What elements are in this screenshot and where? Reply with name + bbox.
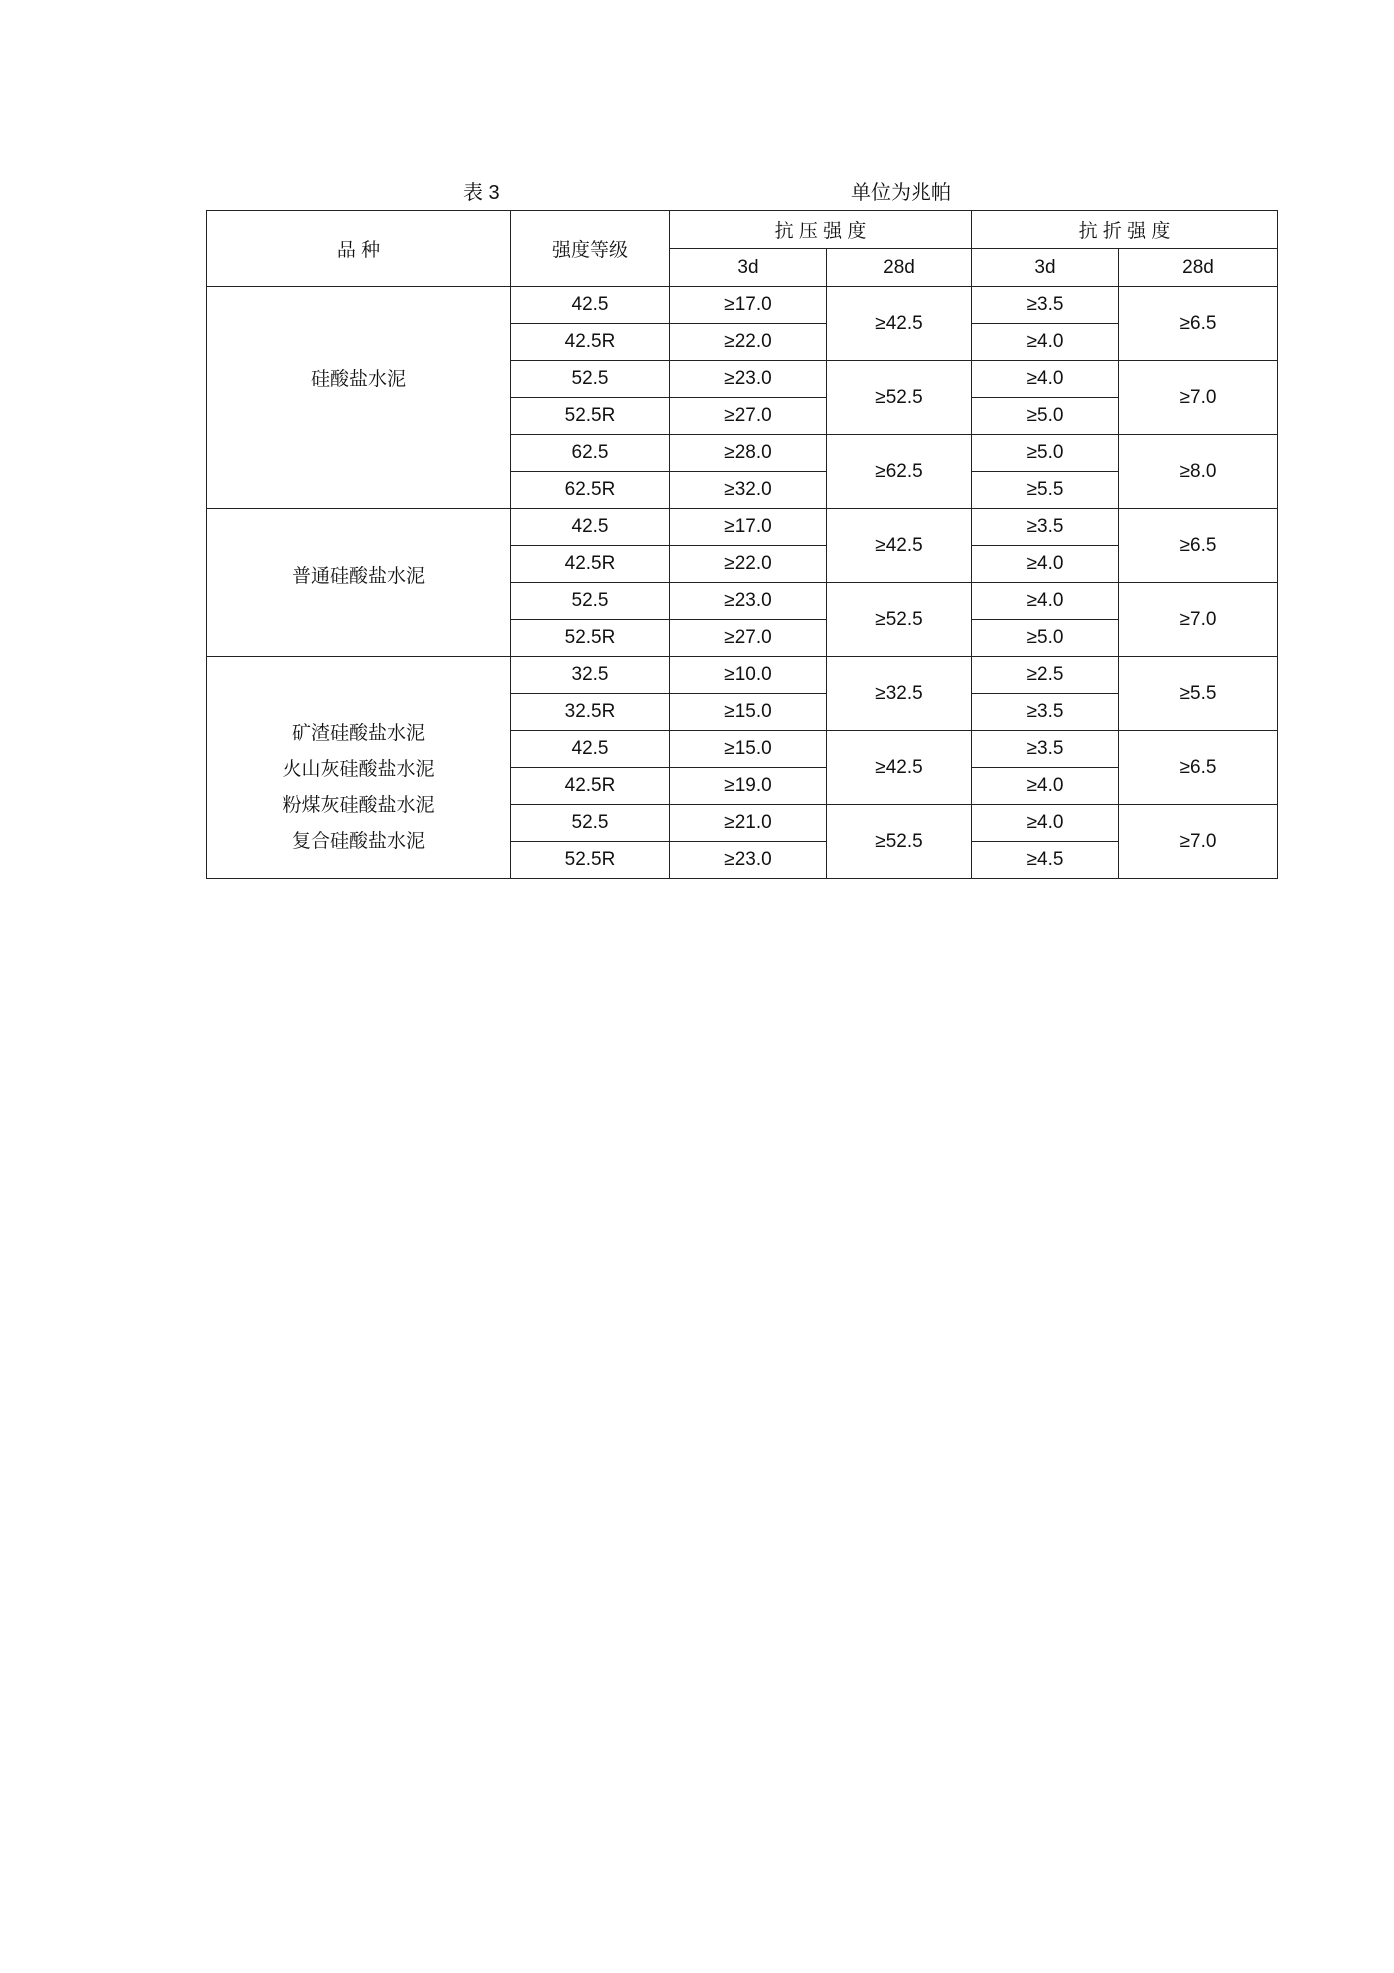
compressive-3d-cell: ≥23.0 <box>670 842 827 879</box>
flexural-3d-cell: ≥5.0 <box>972 620 1119 657</box>
header-row <box>207 211 1278 249</box>
flexural-3d-cell: ≥2.5 <box>972 657 1119 694</box>
flexural-28d-cell: ≥5.5 <box>1119 657 1278 731</box>
compressive-28d-cell: ≥52.5 <box>827 805 972 879</box>
flexural-28d-cell: ≥7.0 <box>1119 361 1278 435</box>
table-row <box>207 287 1278 324</box>
compressive-3d-cell: ≥21.0 <box>670 805 827 842</box>
compressive-3d-cell: ≥17.0 <box>670 287 827 324</box>
compressive-28d-cell: ≥52.5 <box>827 361 972 435</box>
flexural-3d-cell: ≥5.0 <box>972 435 1119 472</box>
flexural-3d-cell: ≥3.5 <box>972 509 1119 546</box>
variety-cell <box>207 657 511 879</box>
grade-cell: 32.5R <box>511 694 670 731</box>
compressive-3d-cell: ≥27.0 <box>670 620 827 657</box>
flexural-28d-cell: ≥7.0 <box>1119 583 1278 657</box>
grade-cell: 52.5 <box>511 583 670 620</box>
header-compressive-28d: 28d <box>827 249 972 287</box>
flexural-28d-cell: ≥6.5 <box>1119 509 1278 583</box>
compressive-28d-cell: ≥62.5 <box>827 435 972 509</box>
header-grade: 强度等级 <box>511 211 670 287</box>
compressive-3d-cell: ≥27.0 <box>670 398 827 435</box>
variety-name: 粉煤灰硅酸盐水泥 <box>282 794 435 816</box>
variety-name: 硅酸盐水泥 <box>310 368 406 390</box>
flexural-3d-cell: ≥4.0 <box>972 546 1119 583</box>
flexural-3d-cell: ≥4.0 <box>972 805 1119 842</box>
table-caption <box>206 174 1276 210</box>
compressive-3d-cell: ≥28.0 <box>670 435 827 472</box>
header-compressive: 抗 压 强 度 <box>670 211 972 249</box>
flexural-28d-cell: ≥7.0 <box>1119 805 1278 879</box>
flexural-3d-cell: ≥3.5 <box>972 287 1119 324</box>
variety-name: 普通硅酸盐水泥 <box>291 565 425 587</box>
grade-cell: 42.5 <box>511 509 670 546</box>
table-row <box>207 657 1278 694</box>
flexural-3d-cell: ≥5.0 <box>972 398 1119 435</box>
compressive-3d-cell: ≥17.0 <box>670 509 827 546</box>
flexural-3d-cell: ≥4.0 <box>972 768 1119 805</box>
variety-name: 矿渣硅酸盐水泥 <box>291 722 425 744</box>
grade-cell: 42.5R <box>511 768 670 805</box>
unit-note: 单位为兆帕 <box>851 182 951 204</box>
header-variety: 品 种 <box>207 211 511 287</box>
flexural-3d-cell: ≥4.5 <box>972 842 1119 879</box>
variety-cell <box>207 509 511 657</box>
grade-cell: 42.5 <box>511 287 670 324</box>
flexural-3d-cell: ≥5.5 <box>972 472 1119 509</box>
grade-cell: 62.5R <box>511 472 670 509</box>
flexural-28d-cell: ≥8.0 <box>1119 435 1278 509</box>
grade-cell: 52.5R <box>511 398 670 435</box>
compressive-3d-cell: ≥22.0 <box>670 546 827 583</box>
compressive-28d-cell: ≥42.5 <box>827 731 972 805</box>
grade-cell: 52.5 <box>511 805 670 842</box>
compressive-28d-cell: ≥32.5 <box>827 657 972 731</box>
compressive-28d-cell: ≥42.5 <box>827 287 972 361</box>
grade-cell: 52.5R <box>511 620 670 657</box>
grade-cell: 52.5R <box>511 842 670 879</box>
flexural-3d-cell: ≥4.0 <box>972 324 1119 361</box>
compressive-3d-cell: ≥19.0 <box>670 768 827 805</box>
flexural-3d-cell: ≥3.5 <box>972 694 1119 731</box>
compressive-3d-cell: ≥32.0 <box>670 472 827 509</box>
grade-cell: 52.5 <box>511 361 670 398</box>
header-flexural: 抗 折 强 度 <box>972 211 1278 249</box>
compressive-28d-cell: ≥52.5 <box>827 583 972 657</box>
variety-cell <box>207 287 511 509</box>
flexural-28d-cell: ≥6.5 <box>1119 287 1278 361</box>
table-body <box>207 287 1278 879</box>
table-row <box>207 509 1278 546</box>
compressive-3d-cell: ≥10.0 <box>670 657 827 694</box>
header-compressive-3d: 3d <box>670 249 827 287</box>
compressive-28d-cell: ≥42.5 <box>827 509 972 583</box>
grade-cell: 32.5 <box>511 657 670 694</box>
grade-cell: 42.5R <box>511 324 670 361</box>
variety-name: 火山灰硅酸盐水泥 <box>282 758 435 780</box>
flexural-3d-cell: ≥4.0 <box>972 583 1119 620</box>
grade-cell: 42.5R <box>511 546 670 583</box>
header-flexural-28d: 28d <box>1119 249 1278 287</box>
compressive-3d-cell: ≥22.0 <box>670 324 827 361</box>
variety-name: 复合硅酸盐水泥 <box>291 830 425 852</box>
cement-strength-table <box>206 210 1278 879</box>
compressive-3d-cell: ≥15.0 <box>670 694 827 731</box>
grade-cell: 42.5 <box>511 731 670 768</box>
flexural-3d-cell: ≥4.0 <box>972 361 1119 398</box>
compressive-3d-cell: ≥23.0 <box>670 361 827 398</box>
flexural-3d-cell: ≥3.5 <box>972 731 1119 768</box>
compressive-3d-cell: ≥15.0 <box>670 731 827 768</box>
grade-cell: 62.5 <box>511 435 670 472</box>
header-flexural-3d: 3d <box>972 249 1119 287</box>
compressive-3d-cell: ≥23.0 <box>670 583 827 620</box>
flexural-28d-cell: ≥6.5 <box>1119 731 1278 805</box>
table-number: 表 3 <box>463 182 500 204</box>
